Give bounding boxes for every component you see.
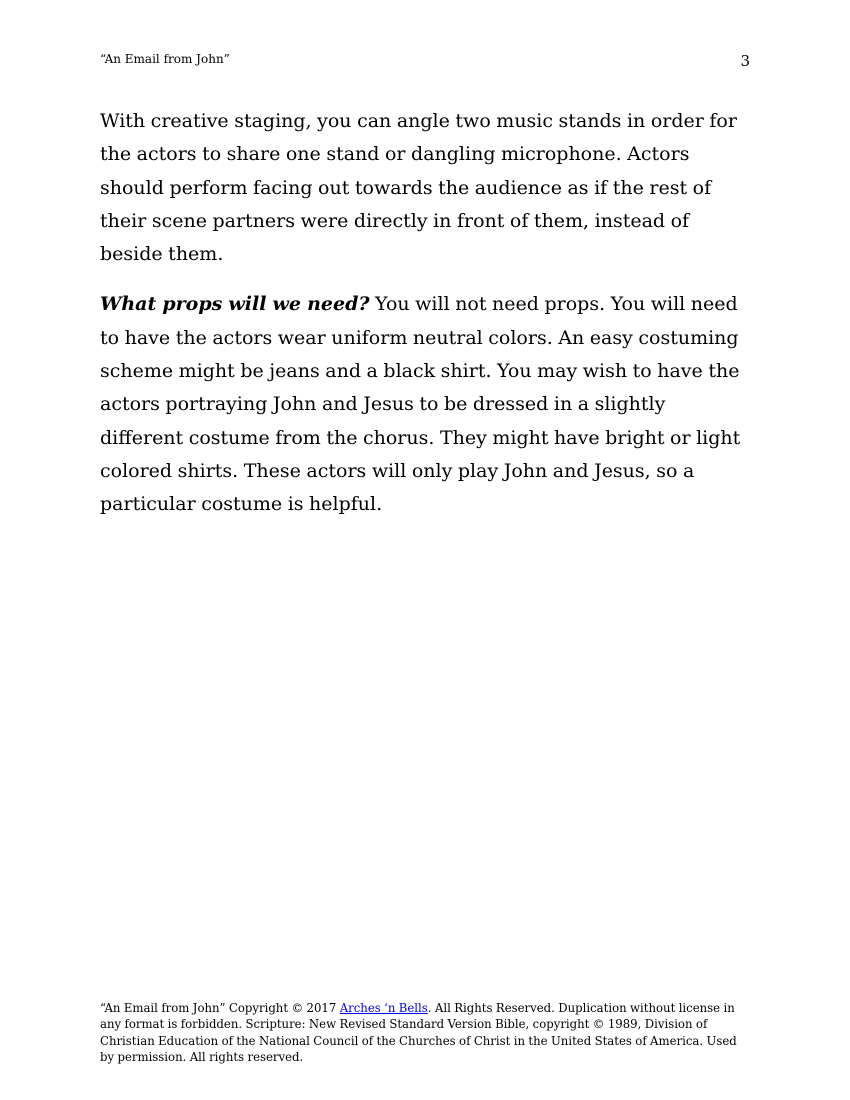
footer-text-end: . All Rights Reserved. Duplication without license in any format is forbidden. Scripture: New Revised Standard Version Bible, copyright © 1989, Division of Christian Education of the National Council of the Churches of Christ in the United States of America. Used by permission. All rights reserved. xyxy=(100,1001,737,1064)
paragraph-props xyxy=(100,288,752,521)
header-title: “An Email from John” xyxy=(100,52,230,66)
copyright-footer xyxy=(100,1000,750,1065)
page-header xyxy=(100,51,750,71)
page-number: 3 xyxy=(740,52,750,70)
props-answer-text: You will not need props. You will need to have the actors wear uniform neutral colors. An easy costuming scheme might be jeans and a black shirt. You may wish to have the actors portraying John and Jesus to be dressed in a slightly different costume from the chorus. They might have bright or light colored shirts. These actors will only play John and Jesus, so a particular costume is helpful. xyxy=(100,293,741,516)
footer-text-start: “An Email from John” Copyright © 2017 xyxy=(100,1001,340,1015)
arches-n-bells-link[interactable]: Arches ‘n Bells xyxy=(339,1001,428,1015)
props-question-heading: What props will we need? xyxy=(100,293,370,316)
body-text xyxy=(100,105,752,539)
paragraph-staging: With creative staging, you can angle two music stands in order for the actors to share one stand or dangling microphone. Actors should perform facing out towards the audience as if the rest of their scene partners were directly in front of them, instead of beside them. xyxy=(100,110,737,266)
